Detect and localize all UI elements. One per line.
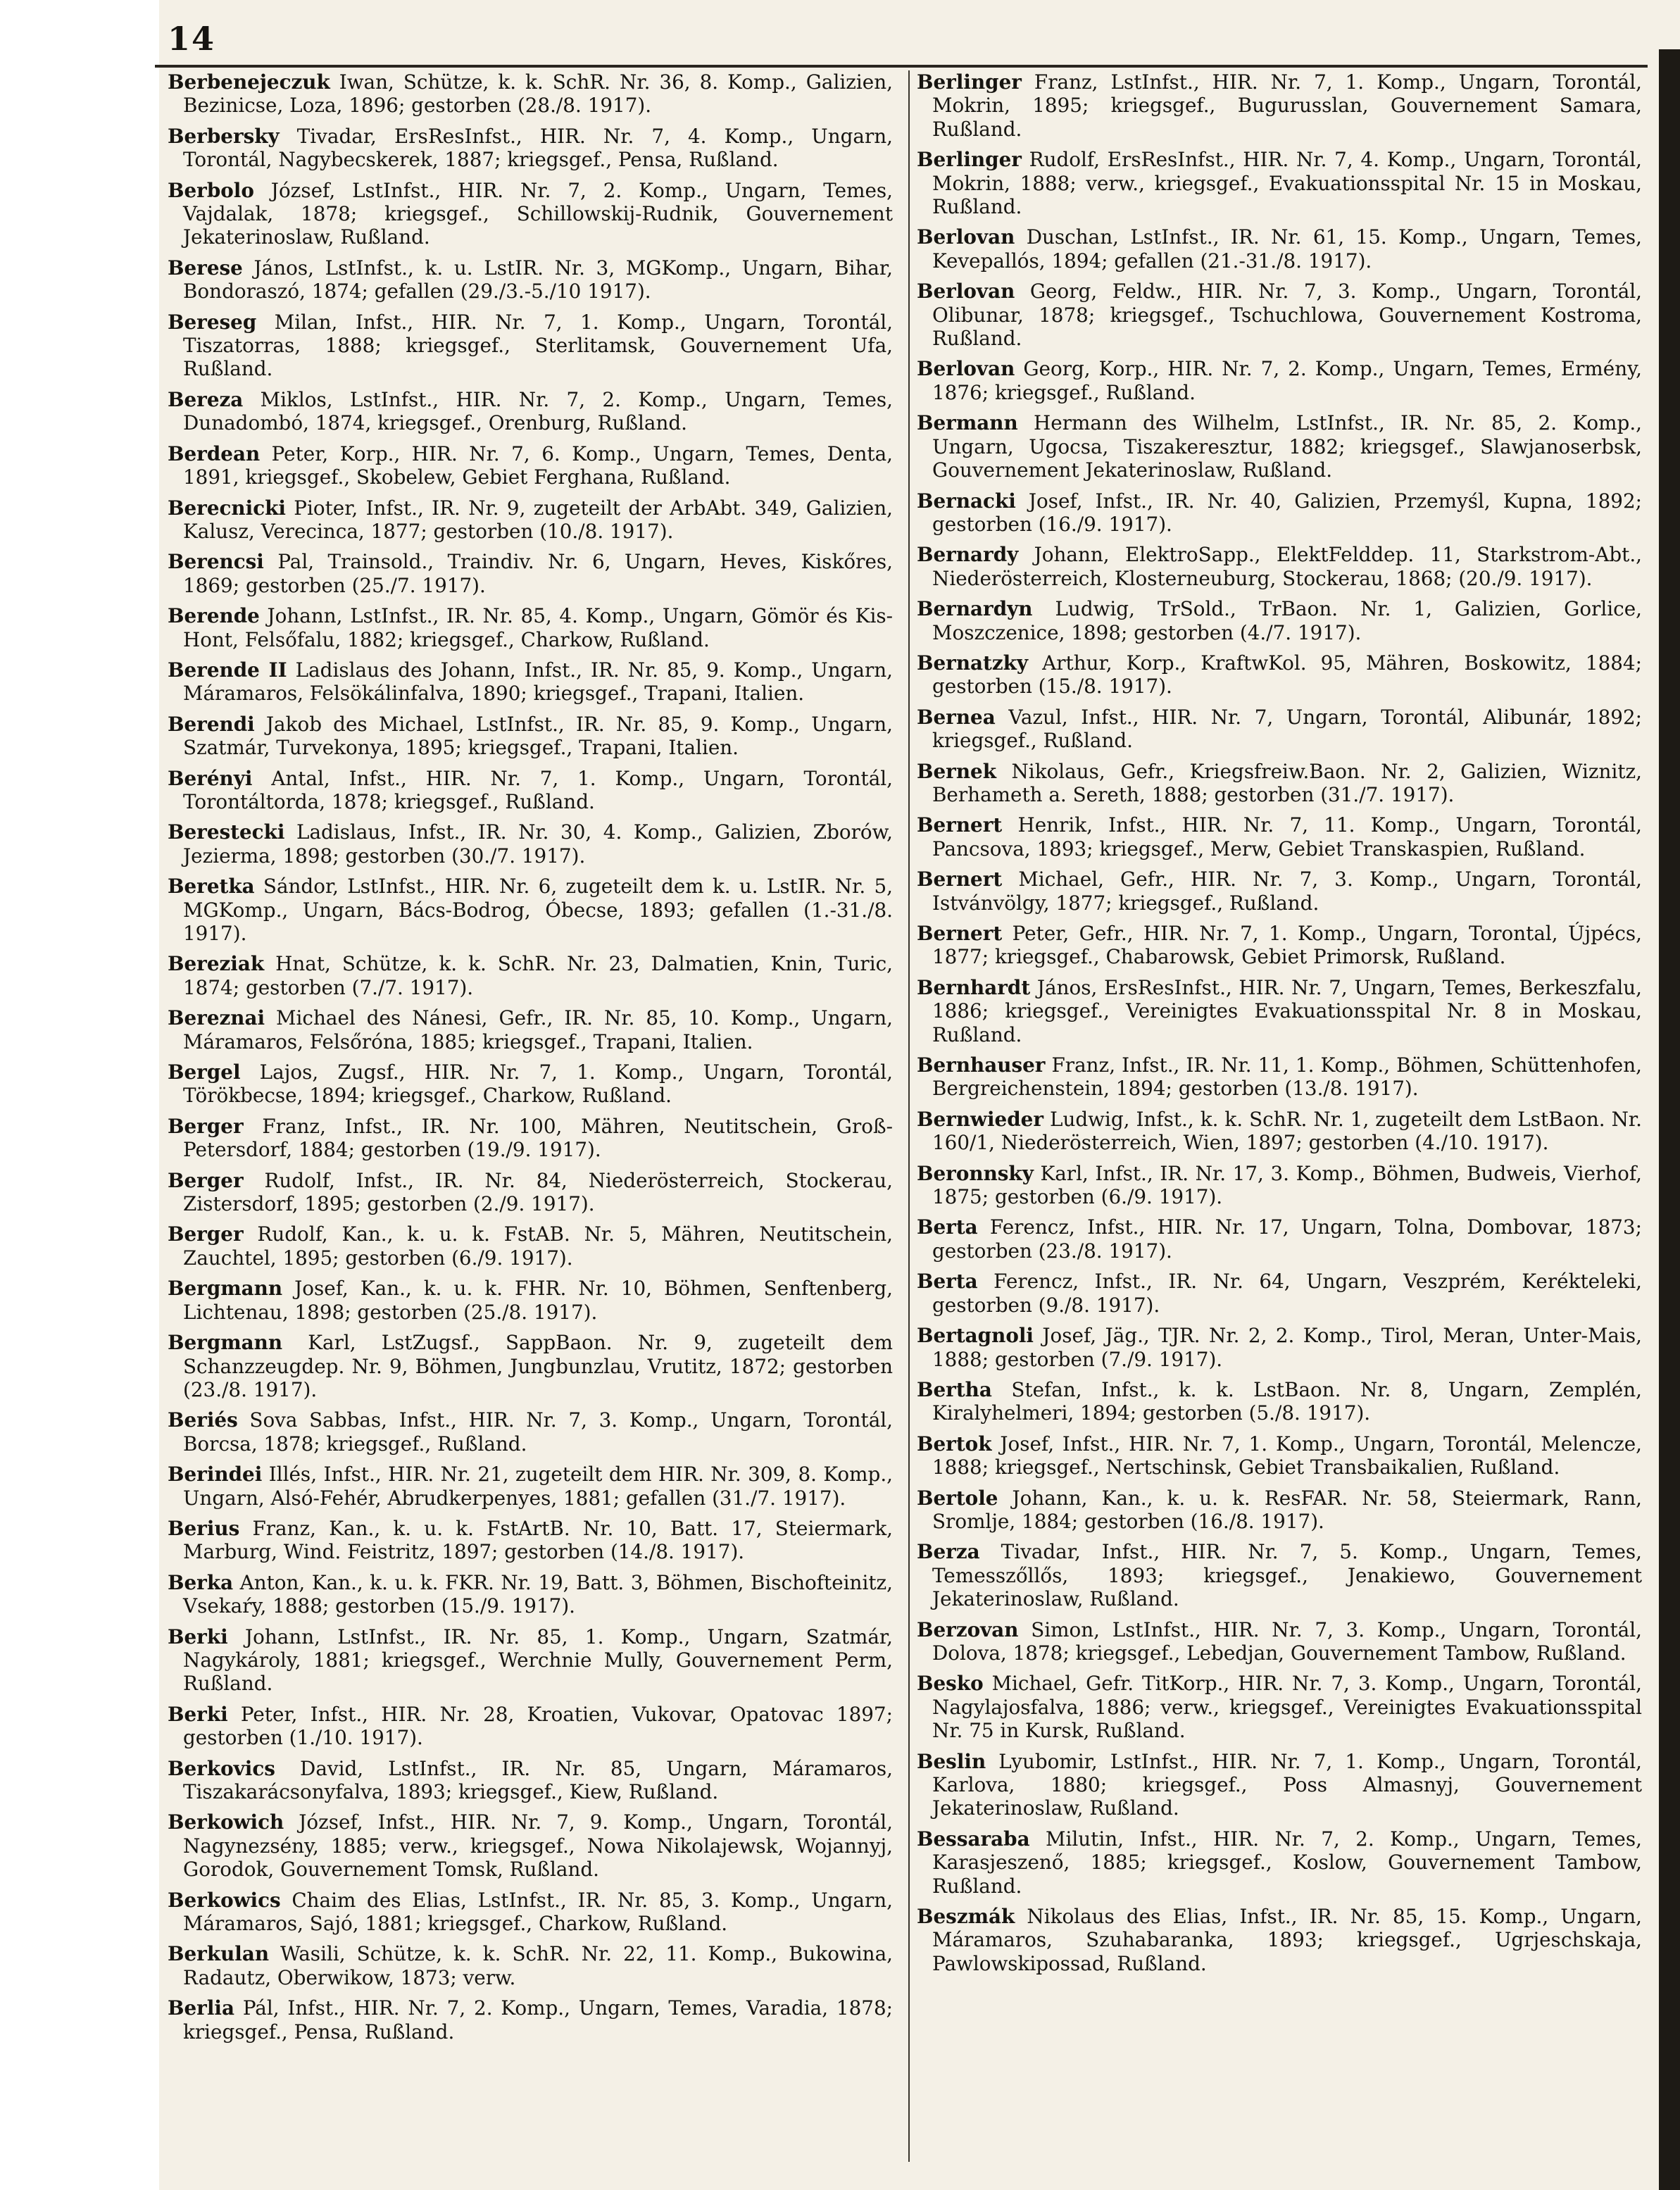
list-entry: [917, 411, 1642, 482]
list-entry: [168, 1571, 893, 1618]
entry-surname: Berki: [168, 1702, 228, 1726]
entry-surname: Berkowics: [168, 1888, 281, 1912]
entry-surname: Bertagnoli: [917, 1324, 1034, 1348]
list-entry: [917, 1905, 1642, 1975]
list-entry: [917, 1750, 1642, 1820]
list-entry: [168, 1222, 893, 1270]
entry-surname: Berende II: [168, 658, 287, 682]
list-entry: [168, 311, 893, 381]
list-entry: [917, 651, 1642, 699]
entry-details: Michael, Gefr. TitKorp., HIR. Nr. 7, 3. Komp., Ungarn, Torontál, Nagylajosfalva, 1886; verw., kriegsgef., Vereinigtes Evakuationsspital Nr. 75 in Kursk, Rußland.: [932, 1672, 1642, 1743]
entry-details: Rudolf, Kan., k. u. k. FstAB. Nr. 5, Mähren, Neutitschein, Zauchtel, 1895; gestorben (6./9. 1917).: [183, 1222, 893, 1270]
entry-details: Rudolf, ErsResInfst., HIR. Nr. 7, 4. Komp., Ungarn, Torontál, Mokrin, 1888; verw., kriegsgef., Evakuationsspital Nr. 15 in Moskau, Rußland.: [932, 148, 1642, 219]
list-entry: [917, 976, 1642, 1046]
entry-details: Jakob des Michael, LstInfst., IR. Nr. 85, 9. Komp., Ungarn, Szatmár, Turvekonya, 1895; kriegsgef., Trapani, Italien.: [183, 712, 893, 760]
entry-details: Lajos, Zugsf., HIR. Nr. 7, 1. Komp., Ungarn, Torontál, Törökbecse, 1894; kriegsgef., Charkow, Rußland.: [183, 1060, 893, 1108]
entry-details: Franz, Kan., k. u. k. FstArtB. Nr. 10, Batt. 17, Steiermark, Marburg, Wind. Feistritz, 1897; gestorben (14./8. 1917).: [183, 1516, 893, 1564]
list-entry: [168, 767, 893, 814]
entry-details: Iwan, Schütze, k. k. SchR. Nr. 36, 8. Komp., Galizien, Bezinicse, Loza, 1896; gestorben (28./8. 1917).: [183, 70, 893, 118]
entry-surname: Beszmák: [917, 1905, 1015, 1929]
list-entry: [917, 1324, 1642, 1371]
entry-details: Ladislaus des Johann, Infst., IR. Nr. 85, 9. Komp., Ungarn, Máramaros, Felsökálinfalva, 1890; kriegsgef., Trapani, Italien.: [183, 658, 893, 706]
entry-surname: Bernwieder: [917, 1107, 1043, 1131]
page-number: 14: [168, 20, 216, 58]
entry-surname: Berindei: [168, 1463, 263, 1487]
entry-details: Peter, Infst., HIR. Nr. 28, Kroatien, Vukovar, Opatovac 1897; gestorben (1./10. 1917).: [183, 1702, 893, 1750]
list-entry: [168, 1006, 893, 1053]
list-entry: [917, 357, 1642, 404]
list-entry: [917, 148, 1642, 218]
entry-details: Illés, Infst., HIR. Nr. 21, zugeteilt dem HIR. Nr. 309, 8. Komp., Ungarn, Alsó-Fehér, Abrudkerpenyes, 1881; gefallen (31./7. 1917).: [183, 1463, 893, 1510]
list-entry: [917, 813, 1642, 861]
entry-surname: Bessaraba: [917, 1827, 1030, 1851]
entry-surname: Berlovan: [917, 357, 1015, 381]
entry-surname: Berecnicki: [168, 496, 286, 520]
entry-surname: Berzovan: [917, 1618, 1019, 1641]
entry-surname: Berka: [168, 1570, 234, 1594]
entry-surname: Berta: [917, 1215, 978, 1239]
list-entry: [917, 1672, 1642, 1742]
entry-details: József, LstInfst., HIR. Nr. 7, 2. Komp., Ungarn, Temes, Vajdalak, 1878; kriegsgef., Schillowskij-Rudnik, Gouvernement Jekaterinoslaw, Rußland.: [183, 178, 893, 249]
entry-surname: Berger: [168, 1114, 244, 1138]
entry-surname: Berbersky: [168, 124, 280, 148]
entry-surname: Bernhardt: [917, 975, 1031, 999]
scan-edge: [1659, 49, 1680, 2190]
list-entry: [917, 1540, 1642, 1610]
entry-surname: Bernardy: [917, 543, 1019, 567]
entry-details: Wasili, Schütze, k. k. SchR. Nr. 22, 11. Komp., Bukowina, Radautz, Oberwikow, 1873; verw.: [183, 1942, 893, 1989]
entry-details: Josef, Kan., k. u. k. FHR. Nr. 10, Böhmen, Senftenberg, Lichtenau, 1898; gestorben (25./8. 1917).: [183, 1277, 893, 1324]
entry-surname: Beriés: [168, 1408, 238, 1432]
list-entry: [917, 760, 1642, 807]
entry-details: Chaim des Elias, LstInfst., IR. Nr. 85, 3. Komp., Ungarn, Máramaros, Sajó, 1881; kriegsgef., Charkow, Rußland.: [183, 1888, 893, 1936]
entry-details: Henrik, Infst., HIR. Nr. 7, 11. Komp., Ungarn, Torontál, Pancsova, 1893; kriegsgef., Merw, Gebiet Transkaspien, Rußland.: [932, 813, 1642, 861]
entry-details: Josef, Infst., HIR. Nr. 7, 1. Komp., Ungarn, Torontál, Melencze, 1888; kriegsgef., Nertschinsk, Gebiet Transbaikalien, Rußland.: [932, 1432, 1642, 1479]
list-entry: [917, 1378, 1642, 1425]
list-entry: [917, 597, 1642, 644]
list-entry: [168, 70, 893, 118]
entry-details: Nikolaus, Gefr., Kriegsfreiw.Baon. Nr. 2, Galizien, Wiznitz, Berhameth a. Sereth, 1888; gestorben (31./7. 1917).: [932, 759, 1642, 806]
entry-surname: Berényi: [168, 766, 253, 790]
list-entry: [917, 1053, 1642, 1101]
entry-surname: Berlovan: [917, 225, 1015, 249]
list-entry: [917, 1827, 1642, 1898]
entry-surname: Bereza: [168, 387, 244, 411]
entry-surname: Bergel: [168, 1060, 241, 1084]
list-entry: [168, 1810, 893, 1881]
entry-details: Anton, Kan., k. u. k. FKR. Nr. 19, Batt. 3, Böhmen, Bischofteinitz, Vsekaŕy, 1888; gestorben (15./9. 1917).: [183, 1570, 893, 1618]
list-entry: [917, 280, 1642, 350]
entry-surname: Bernek: [917, 759, 996, 783]
list-entry: [168, 820, 893, 868]
entry-surname: Bereznai: [168, 1006, 265, 1030]
entry-surname: Bermann: [917, 411, 1018, 435]
entry-details: Miklos, LstInfst., HIR. Nr. 7, 2. Komp., Ungarn, Temes, Dunadombó, 1874, kriegsgef., Orenburg, Rußland.: [183, 387, 893, 435]
entry-surname: Berbenejeczuk: [168, 70, 330, 94]
entry-details: Josef, Jäg., TJR. Nr. 2, 2. Komp., Tirol, Meran, Unter-Mais, 1888; gestorben (7./9. 1917).: [932, 1324, 1642, 1371]
list-entry: [917, 1215, 1642, 1263]
list-entry: [168, 1169, 893, 1216]
entry-surname: Beslin: [917, 1749, 986, 1773]
entry-details: Vazul, Infst., HIR. Nr. 7, Ungarn, Torontál, Alibunár, 1892; kriegsgef., Rußland.: [932, 705, 1642, 753]
list-entry: [917, 922, 1642, 969]
list-entry: [917, 489, 1642, 537]
entry-surname: Bernea: [917, 705, 996, 729]
list-entry: [917, 706, 1642, 753]
list-entry: [168, 1277, 893, 1324]
entry-surname: Bernert: [917, 868, 1003, 891]
entry-surname: Berbolo: [168, 178, 254, 202]
entry-details: János, ErsResInfst., HIR. Nr. 7, Ungarn, Temes, Berkeszfalu, 1886; kriegsgef., Vereinigtes Evakuationsspital Nr. 8 in Moskau, Rußland.: [932, 975, 1642, 1046]
list-entry: [168, 442, 893, 489]
entry-surname: Berkowich: [168, 1810, 284, 1834]
entry-details: Ladislaus, Infst., IR. Nr. 30, 4. Komp., Galizien, Zborów, Jezierma, 1898; gestorben (30./7. 1917).: [183, 820, 893, 868]
list-entry: [917, 70, 1642, 141]
list-entry: [168, 550, 893, 597]
entry-details: Ludwig, TrSold., TrBaon. Nr. 1, Galizien, Gorlice, Moszczenice, 1898; gestorben (4./7. 1917).: [932, 597, 1642, 644]
entry-surname: Beretka: [168, 875, 255, 899]
entry-surname: Beronnsky: [917, 1161, 1034, 1185]
list-entry: [168, 713, 893, 760]
entry-surname: Berestecki: [168, 820, 285, 844]
entry-details: Ludwig, Infst., k. k. SchR. Nr. 1, zugeteilt dem LstBaon. Nr. 160/1, Niederösterreich, Wien, 1897; gestorben (4./10. 1917).: [932, 1107, 1642, 1155]
entry-details: Duschan, LstInfst., IR. Nr. 61, 15. Komp., Ungarn, Temes, Kevepallós, 1894; gefallen (21.-31./8. 1917).: [932, 225, 1642, 273]
entry-details: Johann, LstInfst., IR. Nr. 85, 4. Komp., Ungarn, Gömör és Kis-Hont, Felsőfalu, 1882; kriegsgef., Charkow, Rußland.: [183, 604, 893, 651]
list-entry: [168, 125, 893, 172]
list-entry: [917, 1108, 1642, 1155]
entry-details: János, LstInfst., k. u. LstIR. Nr. 3, MGKomp., Ungarn, Bihar, Bondoraszó, 1874; gefallen (29./3.-5./10 1917).: [183, 256, 893, 304]
entry-details: Milan, Infst., HIR. Nr. 7, 1. Komp., Ungarn, Torontál, Tiszatorras, 1888; kriegsgef., Sterlitamsk, Gouvernement Ufa, Rußland.: [183, 310, 893, 381]
entry-details: Hermann des Wilhelm, LstInfst., IR. Nr. 85, 2. Komp., Ungarn, Ugocsa, Tiszakeresztur, 1882; kriegsgef., Slawjanoserbsk, Gouvernement Jekaterinoslaw, Rußland.: [932, 411, 1642, 482]
entry-surname: Berkulan: [168, 1942, 270, 1966]
entry-details: Pál, Infst., HIR. Nr. 7, 2. Komp., Ungarn, Temes, Varadia, 1878; kriegsgef., Pensa, Rußland.: [183, 1996, 893, 2044]
entry-surname: Bernatzky: [917, 651, 1029, 675]
entry-surname: Berlia: [168, 1996, 234, 2020]
entry-details: József, Infst., HIR. Nr. 7, 9. Komp., Ungarn, Torontál, Nagynezsény, 1885; verw., kriegsgef., Nowa Nikolajewsk, Wojannyj, Gorodok, Gouvernement Tomsk, Rußland.: [183, 1810, 893, 1882]
list-entry: [168, 1996, 893, 2044]
list-entry: [917, 1487, 1642, 1534]
list-entry: [168, 1408, 893, 1456]
entry-surname: Berger: [168, 1168, 244, 1192]
entry-details: Nikolaus des Elias, Infst., IR. Nr. 85, 15. Komp., Ungarn, Máramaros, Szuhabaranka, 1893; kriegsgef., Ugrjeschskaja, Pawlowskipossad, Rußland.: [932, 1905, 1642, 1975]
list-entry: [168, 1625, 893, 1696]
list-entry: [168, 604, 893, 651]
entry-surname: Bertole: [917, 1486, 998, 1510]
entry-details: David, LstInfst., IR. Nr. 85, Ungarn, Máramaros, Tiszakarácsonyfalva, 1893; kriegsgef., Kiew, Rußland.: [183, 1756, 893, 1803]
list-entry: [917, 1270, 1642, 1317]
entry-details: Arthur, Korp., KraftwKol. 95, Mähren, Boskowitz, 1884; gestorben (15./8. 1917).: [932, 651, 1642, 699]
entry-details: Georg, Feldw., HIR. Nr. 7, 3. Komp., Ungarn, Torontál, Olibunar, 1878; kriegsgef., Tschuchlowa, Gouvernement Kostroma, Rußland.: [932, 280, 1642, 351]
entry-details: Karl, LstZugsf., SappBaon. Nr. 9, zugeteilt dem Schanzzeugdep. Nr. 9, Böhmen, Jungbunzlau, Vrutitz, 1872; gestorben (23./8. 1917).: [183, 1331, 893, 1401]
list-entry: [168, 1115, 893, 1162]
entry-surname: Berencsi: [168, 550, 264, 574]
list-entry: [917, 1432, 1642, 1479]
entry-surname: Berta: [917, 1270, 978, 1294]
entry-details: Antal, Infst., HIR. Nr. 7, 1. Komp., Ungarn, Torontál, Torontáltorda, 1878; kriegsgef., Rußland.: [183, 766, 893, 813]
entry-surname: Berkovics: [168, 1756, 275, 1780]
entry-surname: Berger: [168, 1222, 244, 1246]
entry-surname: Berlovan: [917, 280, 1015, 304]
list-entry: [168, 875, 893, 945]
entry-details: Franz, Infst., IR. Nr. 11, 1. Komp., Böhmen, Schüttenhofen, Bergreichenstein, 1894; gestorben (13./8. 1917).: [932, 1053, 1642, 1101]
entry-details: Pal, Trainsold., Traindiv. Nr. 6, Ungarn, Heves, Kiskőres, 1869; gestorben (25./7. 1917).: [183, 550, 893, 597]
entry-surname: Bernhauser: [917, 1053, 1046, 1077]
entry-surname: Berlinger: [917, 70, 1022, 94]
entry-surname: Bergmann: [168, 1331, 283, 1355]
page-margin: [0, 0, 159, 2190]
entry-details: Peter, Gefr., HIR. Nr. 7, 1. Komp., Ungarn, Torontal, Újpécs, 1877; kriegsgef., Chabarowsk, Gebiet Primorsk, Rußland.: [932, 922, 1642, 969]
list-entry: [168, 388, 893, 435]
entry-details: Johann, Kan., k. u. k. ResFAR. Nr. 58, Steiermark, Rann, Sromlje, 1884; gestorben (16./8. 1917).: [932, 1486, 1642, 1533]
list-entry: [168, 1757, 893, 1804]
entry-details: Hnat, Schütze, k. k. SchR. Nr. 23, Dalmatien, Knin, Turic, 1874; gestorben (7./7. 1917).: [183, 952, 893, 999]
entry-details: Peter, Korp., HIR. Nr. 7, 6. Komp., Ungarn, Temes, Denta, 1891, kriegsgef., Skobelew, Gebiet Ferghana, Rußland.: [183, 442, 893, 489]
entry-surname: Berza: [917, 1540, 980, 1564]
entry-surname: Berdean: [168, 442, 261, 465]
entry-surname: Bernacki: [917, 489, 1016, 513]
entry-surname: Berlinger: [917, 148, 1022, 172]
entry-details: Lyubomir, LstInfst., HIR. Nr. 7, 1. Komp., Ungarn, Torontál, Karlova, 1880; kriegsgef., Poss Almasnyj, Gouvernement Jekaterinoslaw, Rußland.: [932, 1749, 1642, 1820]
entry-surname: Bernardyn: [917, 597, 1033, 621]
entry-surname: Bertok: [917, 1432, 992, 1456]
entry-details: Franz, LstInfst., HIR. Nr. 7, 1. Komp., Ungarn, Torontál, Mokrin, 1895; kriegsgef., Bugurusslan, Gouvernement Samara, Rußland.: [932, 70, 1642, 141]
entry-details: Ferencz, Infst., IR. Nr. 64, Ungarn, Veszprém, Kerékteleki, gestorben (9./8. 1917).: [932, 1270, 1642, 1317]
entry-details: Tivadar, Infst., HIR. Nr. 7, 5. Komp., Ungarn, Temes, Temesszőllős, 1893; kriegsgef., Jenakiewo, Gouvernement Jekaterinoslaw, Rußland.: [932, 1540, 1642, 1611]
list-entry: [168, 952, 893, 999]
column-divider: [908, 70, 910, 2162]
entry-details: Stefan, Infst., k. k. LstBaon. Nr. 8, Ungarn, Zemplén, Kiralyhelmeri, 1894; gestorben (5./8. 1917).: [932, 1377, 1642, 1425]
entry-details: Milutin, Infst., HIR. Nr. 7, 2. Komp., Ungarn, Temes, Karasjeszenő, 1885; kriegsgef., Koslow, Gouvernement Tambow, Rußland.: [932, 1827, 1642, 1898]
entry-details: Tivadar, ErsResInfst., HIR. Nr. 7, 4. Komp., Ungarn, Torontál, Nagybecskerek, 1887; kriegsgef., Pensa, Rußland.: [183, 124, 893, 172]
entry-details: Rudolf, Infst., IR. Nr. 84, Niederösterreich, Stockerau, Zistersdorf, 1895; gestorben (2./9. 1917).: [183, 1168, 893, 1216]
entry-surname: Bereseg: [168, 310, 257, 334]
entry-details: Pioter, Infst., IR. Nr. 9, zugeteilt der ArbAbt. 349, Galizien, Kalusz, Verecinca, 1877; gestorben (10./8. 1917).: [183, 496, 893, 543]
entry-details: Simon, LstInfst., HIR. Nr. 7, 3. Komp., Ungarn, Torontál, Dolova, 1878; kriegsgef., Lebedjan, Gouvernement Tambow, Rußland.: [932, 1618, 1642, 1665]
list-entry: [168, 1942, 893, 1989]
list-entry: [917, 1618, 1642, 1665]
entry-details: Josef, Infst., IR. Nr. 40, Galizien, Przemyśl, Kupna, 1892; gestorben (16./9. 1917).: [932, 489, 1642, 536]
right-column: [917, 70, 1642, 2176]
list-entry: [168, 1517, 893, 1564]
list-entry: [168, 1060, 893, 1108]
list-entry: [168, 256, 893, 304]
list-entry: [168, 496, 893, 544]
entry-details: Karl, Infst., IR. Nr. 17, 3. Komp., Böhmen, Budweis, Vierhof, 1875; gestorben (6./9. 1917).: [932, 1161, 1642, 1209]
entry-details: Michael des Nánesi, Gefr., IR. Nr. 85, 10. Komp., Ungarn, Máramaros, Felsőróna, 1885; kriegsgef., Trapani, Italien.: [183, 1006, 893, 1053]
list-entry: [917, 1162, 1642, 1209]
entry-surname: Berki: [168, 1625, 228, 1648]
entry-details: Michael, Gefr., HIR. Nr. 7, 3. Komp., Ungarn, Torontál, Istvánvölgy, 1877; kriegsgef., Rußland.: [932, 868, 1642, 915]
entry-details: Johann, LstInfst., IR. Nr. 85, 1. Komp., Ungarn, Szatmár, Nagykároly, 1881; kriegsgef., Werchnie Mully, Gouvernement Perm, Rußland.: [183, 1625, 893, 1696]
list-entry: [917, 225, 1642, 273]
list-entry: [168, 1703, 893, 1750]
entry-surname: Bernert: [917, 813, 1003, 837]
entry-details: Ferencz, Infst., HIR. Nr. 17, Ungarn, Tolna, Dombovar, 1873; gestorben (23./8. 1917).: [932, 1215, 1642, 1263]
entry-details: Sova Sabbas, Infst., HIR. Nr. 7, 3. Komp., Ungarn, Torontál, Borcsa, 1878; kriegsgef., Rußland.: [183, 1408, 893, 1456]
entry-surname: Berende: [168, 604, 260, 628]
list-entry: [917, 868, 1642, 915]
list-entry: [917, 543, 1642, 590]
entry-surname: Bernert: [917, 922, 1003, 945]
entry-surname: Berius: [168, 1516, 240, 1540]
entry-details: Johann, ElektroSapp., ElektFelddep. 11, Starkstrom-Abt., Niederösterreich, Klosterneuburg, Stockerau, 1868; (20./9. 1917).: [932, 543, 1642, 590]
entry-surname: Bereziak: [168, 952, 265, 976]
entry-details: Sándor, LstInfst., HIR. Nr. 6, zugeteilt dem k. u. LstIR. Nr. 5, MGKomp., Ungarn, Bács-Bodrog, Óbecse, 1893; gefallen (1.-31./8. 1917).: [183, 875, 893, 945]
entry-surname: Bergmann: [168, 1277, 283, 1301]
list-entry: [168, 179, 893, 249]
entry-surname: Berese: [168, 256, 243, 280]
list-entry: [168, 1463, 893, 1510]
entry-surname: Bertha: [917, 1377, 992, 1401]
entry-details: Georg, Korp., HIR. Nr. 7, 2. Komp., Ungarn, Temes, Ermény, 1876; kriegsgef., Rußland.: [932, 357, 1642, 404]
entry-details: Franz, Infst., IR. Nr. 100, Mähren, Neutitschein, Groß-Petersdorf, 1884; gestorben (19./9. 1917).: [183, 1114, 893, 1162]
list-entry: [168, 1889, 893, 1936]
list-entry: [168, 1331, 893, 1401]
entry-surname: Besko: [917, 1672, 984, 1696]
left-column: [168, 70, 893, 2176]
list-entry: [168, 658, 893, 706]
entry-surname: Berendi: [168, 712, 255, 736]
header-rule: [155, 65, 1648, 68]
